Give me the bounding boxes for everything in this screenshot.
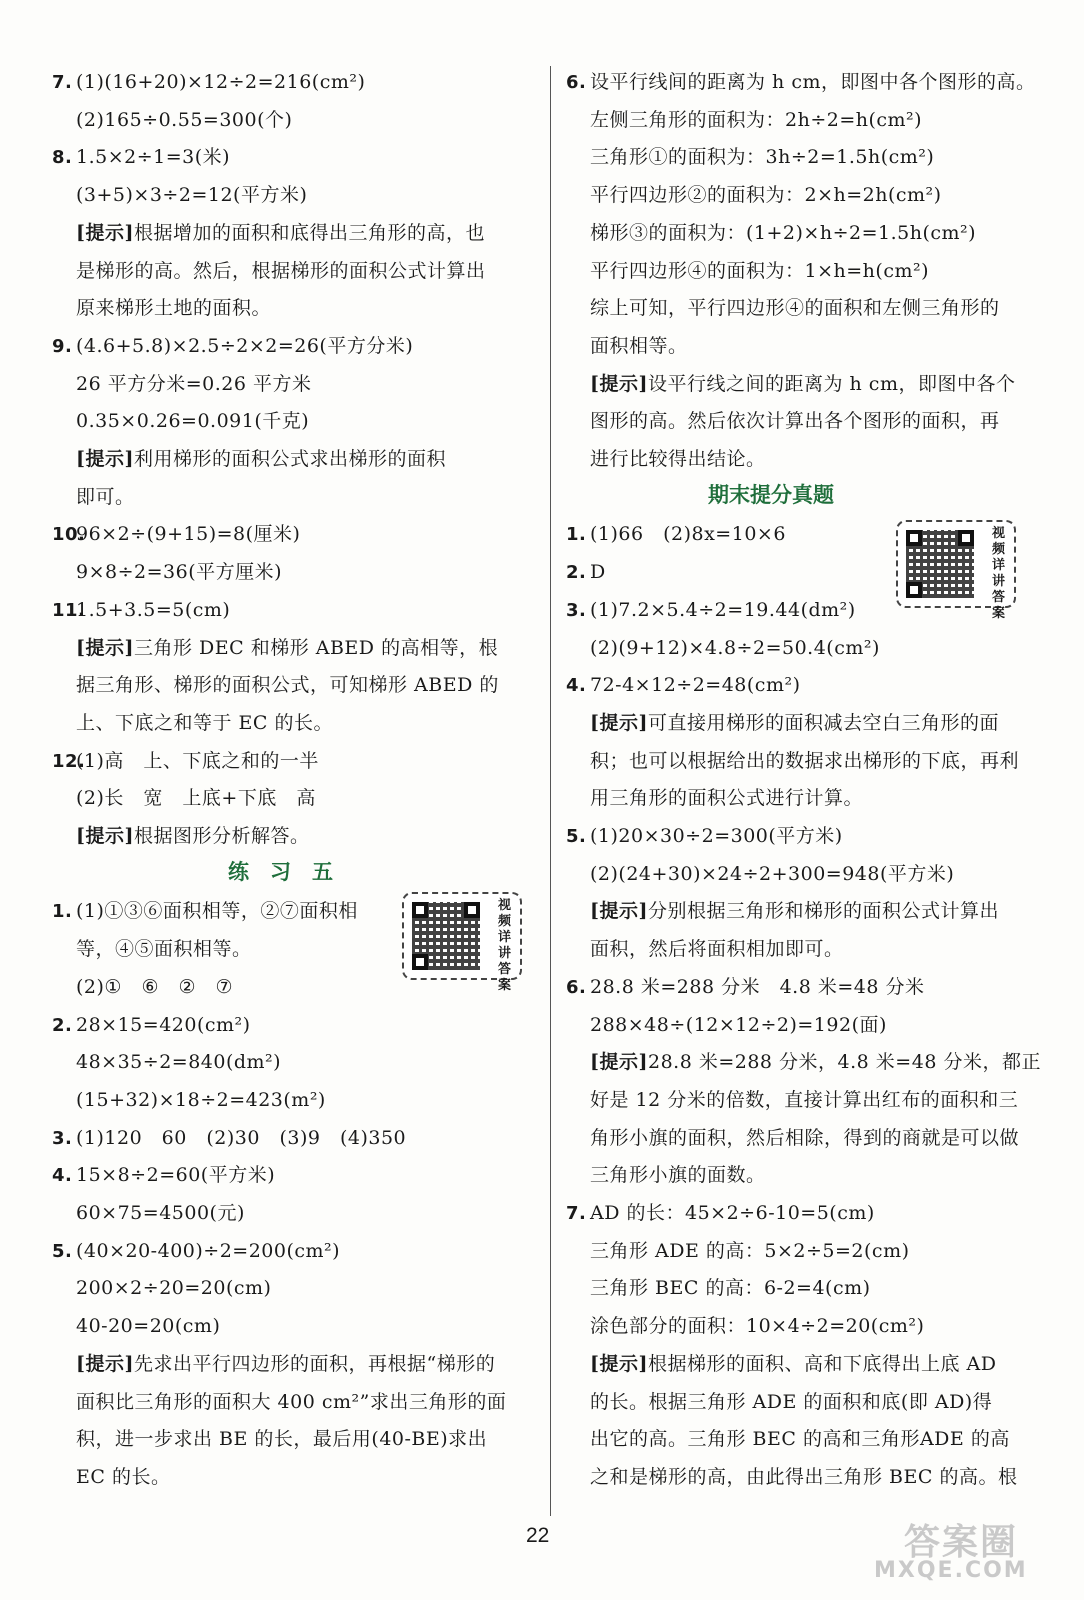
line-text: 28×15=420(cm²) xyxy=(76,1013,251,1036)
hint-line xyxy=(590,705,999,741)
line-text: 设平行线间的距离为 h cm，即图中各个图形的高。 xyxy=(590,71,1036,93)
line-text: 1.5×2÷1=3(米) xyxy=(76,146,231,169)
answer-line xyxy=(590,1421,1010,1457)
hint-label: [提示] xyxy=(590,372,648,395)
line-text: 面积比三角形的面积大 400 cm²”求出三角形的面 xyxy=(76,1390,507,1413)
line-text: 原来梯形土地的面积。 xyxy=(76,297,272,320)
answer-item xyxy=(52,1157,275,1193)
answer-line xyxy=(76,1459,170,1495)
hint-label: [提示] xyxy=(590,711,648,734)
line-text: 角形小旗的面积，然后相除，得到的商就是可以做 xyxy=(590,1126,1020,1149)
item-number: 2. xyxy=(52,1014,73,1036)
qr-code-final-exam[interactable] xyxy=(896,520,1016,621)
answer-item xyxy=(52,1120,406,1156)
item-number: 1. xyxy=(566,524,587,546)
answer-line xyxy=(76,1270,271,1306)
item-number: 7. xyxy=(52,72,73,93)
item-number: 6. xyxy=(566,976,587,998)
line-text: 可直接用梯形的面积减去空白三角形的面 xyxy=(647,711,999,734)
answer-line xyxy=(590,290,1000,326)
item-number: 5. xyxy=(566,826,587,847)
hint-line xyxy=(590,893,999,929)
line-text: D xyxy=(590,561,606,584)
line-text: 图形的高。然后依次计算出各个图形的面积，再 xyxy=(590,410,1000,433)
item-number: 11. xyxy=(52,599,86,621)
line-text: 0.35×0.26=0.091(千克) xyxy=(76,410,310,433)
item-number: 10. xyxy=(52,524,86,546)
item-number: 7. xyxy=(566,1203,587,1224)
line-text: 三角形 ADE 的高：5×2÷5=2(cm) xyxy=(590,1239,910,1262)
answer-line xyxy=(590,1384,992,1420)
line-text: 综上可知，平行四边形④的面积和左侧三角形的 xyxy=(590,297,1000,320)
item-number: 3. xyxy=(52,1127,73,1149)
line-text: 28.8 米=288 分米，4.8 米=48 分米，都正 xyxy=(647,1051,1041,1074)
hint-label: [提示] xyxy=(590,1352,648,1375)
line-text: 先求出平行四边形的面积，再根据“梯形的 xyxy=(133,1352,496,1375)
answer-item xyxy=(52,893,358,929)
answer-line xyxy=(76,177,307,213)
line-text: 的长。根据三角形 ADE 的面积和底(即 AD)得 xyxy=(590,1390,993,1413)
line-text: 是梯形的高。然后，根据梯形的面积公式计算出 xyxy=(76,259,486,282)
answer-line xyxy=(76,1384,506,1420)
section-heading: 练 习 五 xyxy=(228,859,333,884)
line-text: 据三角形、梯形的面积公式，可知梯形 ABED 的 xyxy=(76,674,499,697)
item-number: 12. xyxy=(52,750,86,772)
answer-line xyxy=(590,215,976,251)
line-text: (1)(16+20)×12÷2=216(cm²) xyxy=(76,71,366,93)
hint-label: [提示] xyxy=(590,1051,648,1074)
line-text: AD 的长：45×2÷6-10=5(cm) xyxy=(590,1202,875,1224)
line-text: 三角形①的面积为：3h÷2=1.5h(cm²) xyxy=(590,146,935,169)
line-text: 平行四边形④的面积为：1×h=h(cm²) xyxy=(590,259,930,282)
line-text: 60×75=4500(元) xyxy=(76,1202,245,1224)
line-text: 梯形③的面积为：(1+2)×h÷2=1.5h(cm²) xyxy=(590,221,977,244)
answer-item xyxy=(52,139,230,175)
answer-line xyxy=(76,931,252,967)
line-text: 设平行线之间的距离为 h cm，即图中各个 xyxy=(647,372,1016,395)
line-text: 200×2÷20=20(cm) xyxy=(76,1277,272,1300)
section-heading: 期末提分真题 xyxy=(708,482,834,507)
answer-line xyxy=(590,1308,924,1344)
line-text: 根据图形分析解答。 xyxy=(133,825,310,847)
answer-line xyxy=(590,403,1000,439)
line-text: 等，④⑤面积相等。 xyxy=(76,938,252,961)
line-text: (1)7.2×5.4÷2=19.44(dm²) xyxy=(590,598,856,621)
answer-item xyxy=(566,592,856,628)
line-text: (40×20-400)÷2=200(cm²) xyxy=(76,1239,341,1262)
item-number: 8. xyxy=(52,147,73,169)
line-text: 之和是梯形的高，由此得出三角形 BEC 的高。根 xyxy=(590,1465,1018,1488)
answer-line xyxy=(76,479,135,515)
line-text: 26 平方分米=0.26 平方米 xyxy=(76,372,312,395)
item-number: 9. xyxy=(52,335,73,357)
hint-label: [提示] xyxy=(76,636,134,659)
hint-line xyxy=(76,441,446,477)
answer-item xyxy=(566,64,1035,100)
line-text: (4.6+5.8)×2.5÷2×2=26(平方分米) xyxy=(76,334,414,357)
line-text: 积；也可以根据给出的数据求出梯形的下底，再利 xyxy=(590,749,1020,772)
line-text: 48×35÷2=840(dm²) xyxy=(76,1051,282,1074)
line-text: 左侧三角形的面积为：2h÷2=h(cm²) xyxy=(590,108,923,131)
answer-item xyxy=(566,969,924,1005)
item-number: 5. xyxy=(52,1240,73,1262)
answer-item xyxy=(52,328,413,364)
answer-line xyxy=(76,102,292,138)
answer-item xyxy=(566,818,843,854)
qr-code-exercise-five[interactable] xyxy=(402,892,522,993)
column-divider xyxy=(550,66,551,1516)
line-text: 涂色部分的面积：10×4÷2=20(cm²) xyxy=(590,1315,925,1338)
answer-line xyxy=(76,1195,245,1231)
line-text: 15×8÷2=60(平方米) xyxy=(76,1164,276,1187)
hint-line xyxy=(76,1346,495,1382)
hint-line xyxy=(590,1044,1041,1080)
watermark-logo: 答案圈 MXQE.COM xyxy=(874,1522,1028,1583)
answer-line xyxy=(590,177,942,213)
answer-line xyxy=(76,1044,281,1080)
answer-line xyxy=(76,366,311,402)
answer-line xyxy=(590,1459,1017,1495)
answer-line xyxy=(590,441,766,477)
answer-line xyxy=(590,1233,910,1269)
hint-line xyxy=(76,818,310,854)
answer-item xyxy=(52,592,230,628)
line-text: (15+32)×18÷2=423(m²) xyxy=(76,1088,326,1111)
qr-caption: 视频详讲答案 xyxy=(498,898,512,993)
hint-label: [提示] xyxy=(590,900,648,923)
answer-line xyxy=(590,102,922,138)
answer-item xyxy=(566,516,786,552)
answer-line xyxy=(590,1007,887,1043)
line-text: 三角形小旗的面数。 xyxy=(590,1164,766,1187)
line-text: EC 的长。 xyxy=(76,1465,171,1488)
page-number: 22 xyxy=(526,1524,550,1547)
answer-item xyxy=(52,743,319,779)
answer-item xyxy=(566,1195,875,1231)
answer-line xyxy=(76,780,316,816)
line-text: (1)66 (2)8x=10×6 xyxy=(590,523,786,546)
line-text: 28.8 米=288 分米 4.8 米=48 分米 xyxy=(590,975,925,998)
hint-line xyxy=(76,215,485,251)
line-text: (2)165÷0.55=300(个) xyxy=(76,108,293,131)
hint-line xyxy=(76,630,498,666)
hint-line xyxy=(590,1346,996,1382)
answer-line xyxy=(76,554,282,590)
answer-line xyxy=(76,1082,326,1118)
answer-line xyxy=(590,1270,871,1306)
answer-line xyxy=(590,1082,1018,1118)
qr-caption: 视频详讲答案 xyxy=(992,526,1006,621)
hint-label: [提示] xyxy=(76,825,134,847)
answer-item xyxy=(52,516,300,552)
line-text: (2)① ⑥ ② ⑦ xyxy=(76,975,234,998)
line-text: 平行四边形②的面积为：2×h=2h(cm²) xyxy=(590,184,942,207)
line-text: 上、下底之和等于 EC 的长。 xyxy=(76,711,333,734)
line-text: 面积相等。 xyxy=(590,334,688,357)
answer-line xyxy=(590,1120,1019,1156)
item-number: 3. xyxy=(566,599,587,621)
answer-item xyxy=(566,667,801,703)
answer-line xyxy=(590,931,844,967)
line-text: 三角形 DEC 和梯形 ABED 的高相等，根 xyxy=(133,636,499,659)
hint-label: [提示] xyxy=(76,221,134,244)
answer-line xyxy=(590,139,934,175)
answer-line xyxy=(76,969,233,1005)
item-number: 1. xyxy=(52,901,73,923)
line-text: 面积，然后将面积相加即可。 xyxy=(590,938,844,961)
line-text: 分别根据三角形和梯形的面积公式计算出 xyxy=(647,900,999,923)
line-text: 利用梯形的面积公式求出梯形的面积 xyxy=(133,448,446,470)
item-number: 4. xyxy=(52,1165,73,1187)
answer-line xyxy=(590,328,688,364)
answer-line xyxy=(76,1421,487,1457)
line-text: (1)高 上、下底之和的一半 xyxy=(76,749,319,772)
line-text: 用三角形的面积公式进行计算。 xyxy=(590,787,864,810)
line-text: 好是 12 分米的倍数，直接计算出红布的面积和三 xyxy=(590,1088,1019,1111)
line-text: 72-4×12÷2=48(cm²) xyxy=(590,674,801,697)
line-text: 即可。 xyxy=(76,485,135,508)
answer-line xyxy=(590,630,880,666)
answer-line xyxy=(590,253,929,289)
hint-label: [提示] xyxy=(76,448,134,470)
line-text: (2)(24+30)×24÷2+300=948(平方米) xyxy=(590,862,955,885)
answer-line xyxy=(76,1308,220,1344)
line-text: (2)长 宽 上底+下底 高 xyxy=(76,787,316,810)
answer-line xyxy=(590,743,1019,779)
answer-item xyxy=(52,1007,251,1043)
line-text: 根据增加的面积和底得出三角形的高，也 xyxy=(133,221,485,244)
hint-label: [提示] xyxy=(76,1352,134,1375)
hint-line xyxy=(590,366,1015,402)
answer-line xyxy=(590,1157,766,1193)
answer-line xyxy=(590,856,954,892)
line-text: 三角形 BEC 的高：6-2=4(cm) xyxy=(590,1277,871,1300)
line-text: (2)(9+12)×4.8÷2=50.4(cm²) xyxy=(590,636,880,659)
answer-item xyxy=(52,64,365,100)
line-text: (1)①③⑥面积相等，②⑦面积相 xyxy=(76,900,358,923)
line-text: (1)20×30÷2=300(平方米) xyxy=(590,825,843,847)
line-text: 96×2÷(9+15)=8(厘米) xyxy=(76,523,301,546)
line-text: 1.5+3.5=5(cm) xyxy=(76,598,231,621)
answer-line xyxy=(76,253,486,289)
item-number: 6. xyxy=(566,72,587,93)
answer-line xyxy=(76,705,333,741)
line-text: 进行比较得出结论。 xyxy=(590,448,766,470)
line-text: (1)120 60 (2)30 (3)9 (4)350 xyxy=(76,1126,407,1149)
item-number: 4. xyxy=(566,675,587,697)
line-text: 出它的高。三角形 BEC 的高和三角形ADE 的高 xyxy=(590,1428,1010,1451)
line-text: 40-20=20(cm) xyxy=(76,1315,221,1338)
answer-item xyxy=(566,554,606,590)
item-number: 2. xyxy=(566,562,587,584)
line-text: (3+5)×3÷2=12(平方米) xyxy=(76,184,308,207)
line-text: 根据梯形的面积、高和下底得出上底 AD xyxy=(647,1352,997,1375)
line-text: 积，进一步求出 BE 的长，最后用(40-BE)求出 xyxy=(76,1428,488,1451)
line-text: 9×8÷2=36(平方厘米) xyxy=(76,561,283,584)
line-text: 288×48÷(12×12÷2)=192(面) xyxy=(590,1013,887,1036)
answer-line xyxy=(76,403,309,439)
answer-line xyxy=(76,290,271,326)
answer-line xyxy=(590,780,863,816)
answer-item xyxy=(52,1233,340,1269)
answer-line xyxy=(76,667,499,703)
